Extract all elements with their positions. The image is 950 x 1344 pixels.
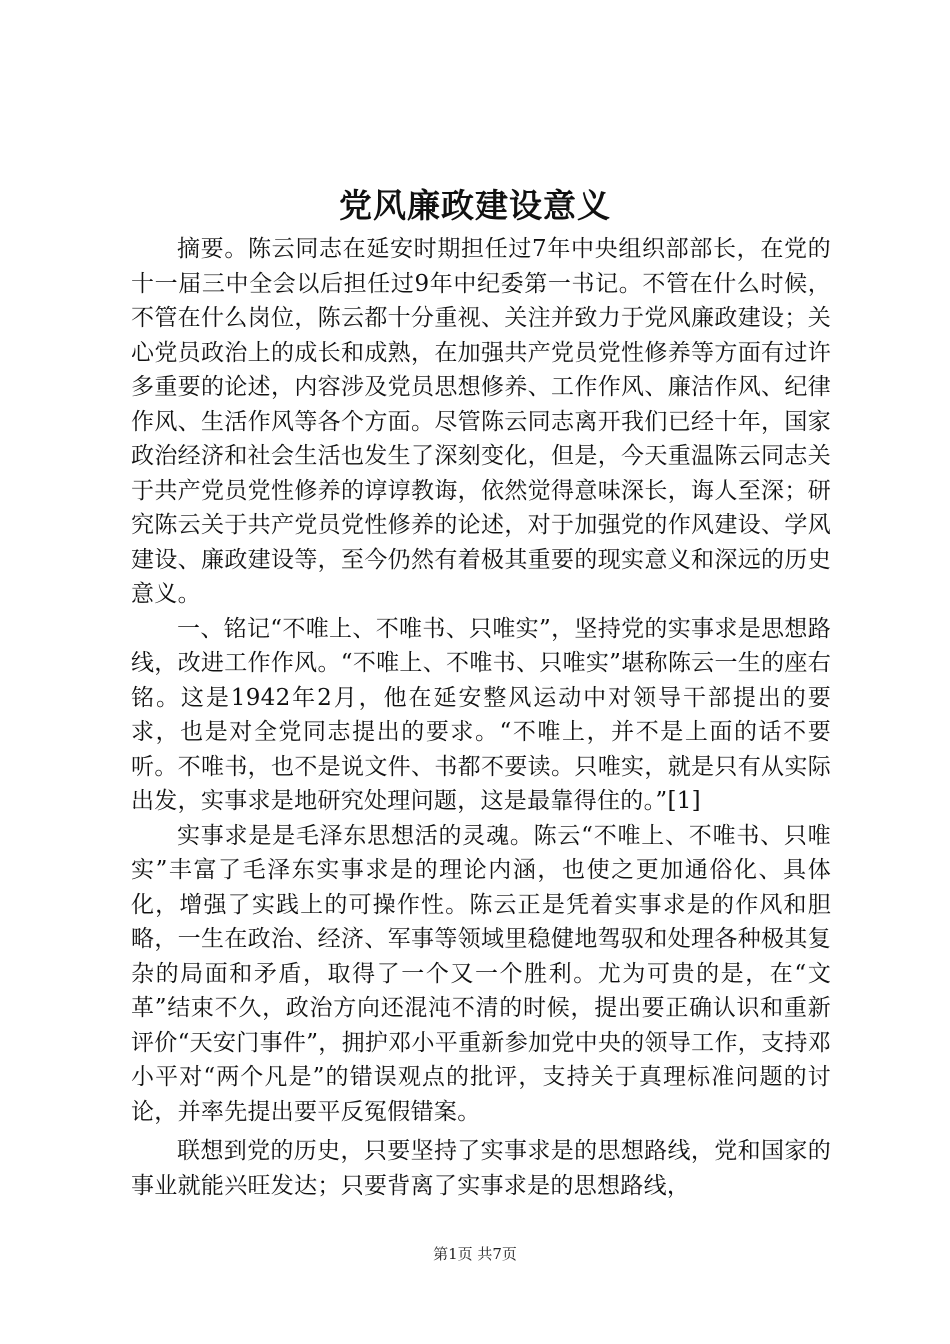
body-paragraph: 联想到党的历史，只要坚持了实事求是的思想路线，党和国家的事业就能兴旺发达；只要背离了实事求是的思想路线， [131, 1138, 831, 1199]
document-body [131, 232, 831, 1203]
abstract-paragraph: 摘要。陈云同志在延安时期担任过7年中央组织部部长，在党的十一届三中全会以后担任过9年中纪委第一书记。不管在什么时候，不管在什么岗位，陈云都十分重视、关注并致力于党风廉政建设；关心党员政治上的成长和成熟，在加强共产党员党性修养等方面有过许多重要的论述，内容涉及党员思想修养、工作作风、廉洁作风、纪律作风、生活作风等各个方面。尽管陈云同志离开我们已经十年，国家政治经济和社会生活也发生了深刻变化，但是，今天重温陈云同志关于共产党员党性修养的谆谆教诲，依然觉得意味深长，诲人至深；研究陈云关于共产党员党性修养的论述，对于加强党的作风建设、学风建设、廉政建设等，至今仍然有着极其重要的现实意义和深远的历史意义。 [131, 236, 831, 607]
section-one-paragraph: 一、铭记“不唯上、不唯书、只唯实”，坚持党的实事求是思想路线，改进工作作风。“不唯上、不唯书、只唯实”堪称陈云一生的座右铭。这是1942年2月，他在延安整风运动中对领导干部提出的要求，也是对全党同志提出的要求。“不唯上，并不是上面的话不要听。不唯书，也不是说文件、书都不要读。只唯实，就是只有从实际出发，实事求是地研究处理问题，这是最靠得住的。”[1] [131, 615, 831, 814]
body-paragraph: 实事求是是毛泽东思想活的灵魂。陈云“不唯上、不唯书、只唯实”丰富了毛泽东实事求是的理论内涵，也使之更加通俗化、具体化，增强了实践上的可操作性。陈云正是凭着实事求是的作风和胆略，一生在政治、经济、军事等领域里稳健地驾驭和处理各种极其复杂的局面和矛盾，取得了一个又一个胜利。尤为可贵的是，在“文革”结束不久，政治方向还混沌不清的时候，提出要正确认识和重新评价“天安门事件”，拥护邓小平重新参加党中央的领导工作，支持邓小平对“两个凡是”的错误观点的批评，支持关于真理标准问题的讨论，并率先提出要平反冤假错案。 [131, 822, 831, 1125]
page-indicator: 第1页 共7页 [433, 1245, 517, 1263]
document-title: 党风廉政建设意义 [339, 186, 611, 225]
